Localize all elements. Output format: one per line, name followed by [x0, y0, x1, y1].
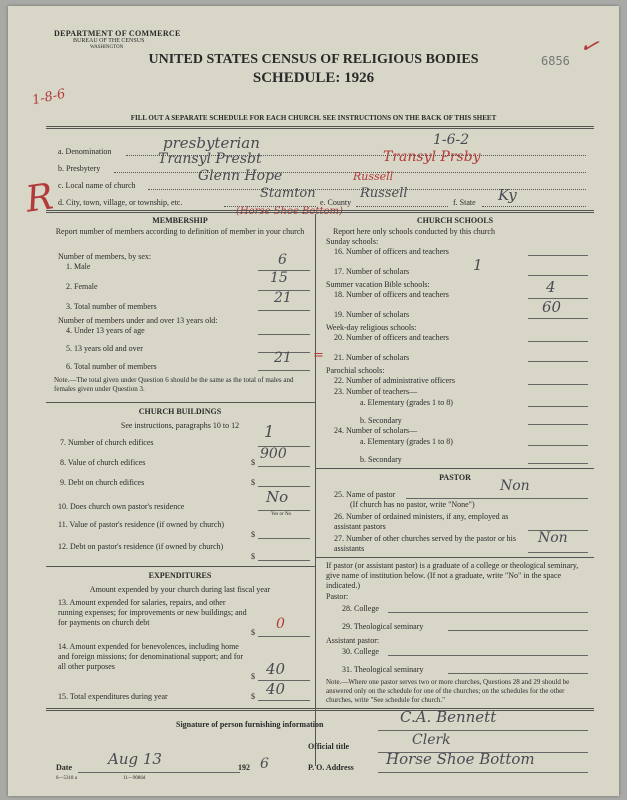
q20-field[interactable]	[528, 341, 588, 342]
state-label: f. State	[453, 198, 476, 207]
q14-value: 40	[266, 660, 286, 678]
q13-label: 13. Amount expended for salaries, repairs, and other running expenses; for improvements or new buildings; and for payments on church debt	[58, 598, 247, 627]
dollar-sign: $	[251, 552, 255, 561]
date-field[interactable]	[78, 772, 240, 773]
q22-label: 22. Number of administrative officers	[334, 376, 455, 385]
membership-note: Note.—The total given under Question 6 should be the same as the total of males and females given under Question 3.	[54, 376, 294, 393]
q3-field[interactable]	[258, 310, 310, 311]
expenditures-sub: Amount expended by your church during last fiscal year	[89, 585, 271, 594]
margin-r-mark: R	[23, 176, 56, 221]
form-number: 6—5318 a	[56, 776, 77, 781]
q14-label: 14. Amount expended for benevolences, including home and foreign missions; for denominational support; and for all other purposes	[58, 642, 244, 671]
local-name-label: c. Local name of church	[58, 181, 136, 190]
q31-label: 31. Theological seminary	[342, 665, 424, 674]
q27-field[interactable]	[528, 552, 588, 553]
q2-label: 2. Female	[66, 282, 98, 291]
official-title-value: Clerk	[412, 732, 451, 748]
q25-hint: (If church has no pastor, write "None")	[350, 500, 475, 509]
q1-value: 6	[278, 252, 287, 268]
q15-value: 40	[266, 680, 286, 698]
signature-value: C.A. Bennett	[400, 708, 497, 726]
divider	[46, 566, 315, 567]
city-value: Stamton	[260, 186, 316, 201]
q3-value: 21	[274, 290, 292, 306]
denomination-code: 1-6-2	[433, 132, 470, 148]
margin-code: 1-8-6	[30, 86, 67, 109]
q4-label: 4. Under 13 years of age	[66, 326, 145, 335]
q10-label: 10. Does church own pastor's residence	[58, 502, 185, 511]
q8-field[interactable]	[258, 466, 310, 467]
q13-value: 0	[276, 616, 285, 632]
po-address-label: P. O. Address	[308, 763, 354, 772]
schools-intro: Report here only schools conducted by this church	[333, 227, 495, 236]
membership-title: MEMBERSHIP	[152, 216, 208, 225]
graduate-note: If pastor (or assistant pastor) is a graduate of a college or theological seminary, give name of institution below. (If not a graduate, write "No" in the space indicated.)	[326, 561, 579, 590]
county-field[interactable]	[356, 206, 448, 207]
q19-label: 19. Number of scholars	[334, 310, 410, 319]
presbytery-label: b. Presbytery	[58, 164, 101, 173]
q15-field[interactable]	[258, 700, 310, 701]
denomination-label: a. Denomination	[58, 147, 112, 156]
presbytery-field[interactable]	[114, 172, 586, 173]
q17-value: 1	[473, 256, 483, 274]
q12-label: 12. Debt on pastor's residence (if owned by church)	[58, 542, 224, 551]
date-value: Aug 13	[108, 750, 162, 768]
q23b-label: b. Secondary	[360, 416, 402, 425]
schools-title: CHURCH SCHOOLS	[416, 216, 494, 225]
schedule-year: SCHEDULE: 1926	[252, 70, 375, 86]
q1-label: 1. Male	[66, 262, 91, 271]
membership-intro: Report number of members according to definition of member in your church	[55, 227, 305, 236]
sunday-heading: Sunday schools:	[326, 237, 379, 246]
county-label: e. County	[320, 198, 352, 207]
dollar-sign: $	[251, 628, 255, 637]
local-name-value: Glenn Hope	[198, 168, 283, 184]
po-address-field[interactable]	[378, 772, 588, 773]
column-divider	[315, 214, 316, 766]
q21-label: 21. Number of scholars	[334, 353, 410, 362]
q24a-field[interactable]	[528, 445, 588, 446]
dollar-sign: $	[251, 672, 255, 681]
county-value: Russell	[360, 186, 408, 201]
state-value: Ky	[498, 186, 517, 204]
q27-value: Non	[538, 530, 568, 546]
summer-heading: Summer vacation Bible schools:	[326, 280, 430, 289]
weekday-heading: Week-day religious schools:	[326, 323, 417, 332]
dollar-sign: $	[251, 478, 255, 487]
schedule-instruction: FILL OUT A SEPARATE SCHEDULE FOR EACH CHURCH. SEE INSTRUCTIONS ON THE BACK OF THIS SHEET	[130, 114, 497, 122]
q29-field[interactable]	[448, 630, 588, 631]
signature-field[interactable]	[378, 730, 588, 731]
presbytery-correction: Transyl Prsby	[383, 149, 481, 165]
divider	[46, 210, 594, 213]
buildings-sub: See instructions, paragraphs 10 to 12	[120, 421, 240, 430]
q26-label: 26. Number of ordained ministers, if any, employed as assistant pastors	[334, 512, 509, 531]
state-field[interactable]	[482, 206, 586, 207]
bureau-city: WASHINGTON	[90, 45, 124, 50]
local-name-correction: Russell	[353, 170, 394, 183]
date-label: Date	[56, 763, 72, 772]
q3-label: 3. Total number of members	[66, 302, 157, 311]
q25-label: 25. Name of pastor	[334, 490, 396, 499]
q21-field[interactable]	[528, 361, 588, 362]
q28-label: 28. College	[342, 604, 379, 613]
census-schedule-sheet	[8, 6, 619, 796]
q18-label: 18. Number of officers and teachers	[334, 290, 449, 299]
q8-label: 8. Value of church edifices	[60, 458, 146, 467]
year-prefix: 192	[238, 763, 250, 772]
q23-label: 23. Number of teachers—	[334, 387, 418, 396]
q5-label: 5. 13 years old and over	[66, 344, 143, 353]
q23b-field[interactable]	[528, 424, 588, 425]
q8-value: 900	[260, 446, 287, 462]
q6-label: 6. Total number of members	[66, 362, 157, 371]
q11-field[interactable]	[258, 538, 310, 539]
q23a-label: a. Elementary (grades 1 to 8)	[360, 398, 453, 407]
q9-field[interactable]	[258, 486, 310, 487]
q23a-field[interactable]	[528, 406, 588, 407]
q19-value: 60	[542, 298, 562, 316]
q22-field[interactable]	[528, 384, 588, 385]
q25-field[interactable]	[406, 498, 588, 499]
official-title-label: Official title	[308, 742, 350, 751]
print-number: 11—9086d	[123, 776, 146, 781]
q16-label: 16. Number of officers and teachers	[334, 247, 449, 256]
q29-label: 29. Theological seminary	[342, 622, 424, 631]
q2-value: 15	[270, 270, 288, 286]
dollar-sign: $	[251, 530, 255, 539]
equal-mark-icon: =	[313, 348, 324, 363]
dollar-sign: $	[251, 692, 255, 701]
by-sex-heading: Number of members, by sex:	[58, 252, 152, 261]
buildings-title: CHURCH BUILDINGS	[138, 407, 222, 416]
divider	[315, 468, 594, 469]
city-label: d. City, town, village, or township, etc.	[58, 198, 183, 207]
q17-label: 17. Number of scholars	[334, 267, 410, 276]
q24a-label: a. Elementary (grades 1 to 8)	[360, 437, 453, 446]
q27-label: 27. Number of other churches served by the pastor or his assistants	[334, 534, 516, 553]
form-title: UNITED STATES CENSUS OF RELIGIOUS BODIES	[148, 52, 479, 67]
assistant-subheading: Assistant pastor:	[326, 636, 380, 645]
divider	[46, 126, 594, 129]
denomination-value: presbyterian	[163, 134, 260, 152]
dollar-sign: $	[251, 458, 255, 467]
q31-field[interactable]	[448, 673, 588, 674]
q7-value: 1	[264, 422, 275, 441]
bureau-name: BUREAU OF THE CENSUS	[73, 38, 145, 44]
q15-label: 15. Total expenditures during year	[58, 692, 168, 701]
pastor-title: PASTOR	[439, 473, 471, 482]
location-note: (Horse Shoe Bottom)	[236, 206, 343, 217]
pastor-note: Note.—Where one pastor serves two or more churches, Questions 28 and 29 should be answered only on the schedule for one of the churches; on the schedules for the other churches, write "See schedule for church."	[326, 678, 570, 704]
pastor-subheading: Pastor:	[326, 592, 349, 601]
q24-label: 24. Number of scholars—	[334, 426, 418, 435]
presbytery-value: Transyl Presbt	[158, 151, 262, 167]
q20-label: 20. Number of officers and teachers	[334, 333, 449, 342]
signature-label: Signature of person furnishing information	[176, 720, 324, 729]
divider	[46, 402, 315, 403]
check-mark-icon: ✓	[577, 32, 602, 61]
q12-field[interactable]	[258, 560, 310, 561]
year-digit: 6	[260, 756, 269, 772]
q24b-field[interactable]	[528, 463, 588, 464]
age-heading: Number of members under and over 13 years old:	[58, 316, 218, 325]
q17-field[interactable]	[528, 275, 588, 276]
q30-label: 30. College	[342, 647, 379, 656]
q6-field[interactable]	[258, 370, 310, 371]
yes-no-hint: Yes or No	[271, 512, 292, 517]
parochial-heading: Parochial schools:	[326, 366, 385, 375]
q24b-label: b. Secondary	[360, 455, 402, 464]
po-address-value: Horse Shoe Bottom	[386, 750, 535, 768]
q7-label: 7. Number of church edifices	[60, 438, 154, 447]
serial-number: 6856	[541, 54, 570, 68]
expenditures-title: EXPENDITURES	[148, 571, 212, 580]
q16-field[interactable]	[528, 255, 588, 256]
q19-field[interactable]	[528, 318, 588, 319]
q10-value: No	[266, 488, 289, 506]
q11-label: 11. Value of pastor's residence (if owned by church)	[58, 520, 225, 529]
divider	[315, 557, 594, 558]
department-name: DEPARTMENT OF COMMERCE	[54, 29, 181, 38]
q10-field[interactable]	[258, 510, 310, 511]
q4-field[interactable]	[258, 334, 310, 335]
q30-field[interactable]	[388, 655, 588, 656]
q18-value: 4	[546, 278, 556, 296]
q28-field[interactable]	[388, 612, 588, 613]
divider	[46, 708, 594, 711]
q9-label: 9. Debt on church edifices	[60, 478, 145, 487]
q25-value: Non	[500, 478, 530, 494]
q6-value: 21	[274, 350, 292, 366]
q13-field[interactable]	[258, 636, 310, 637]
